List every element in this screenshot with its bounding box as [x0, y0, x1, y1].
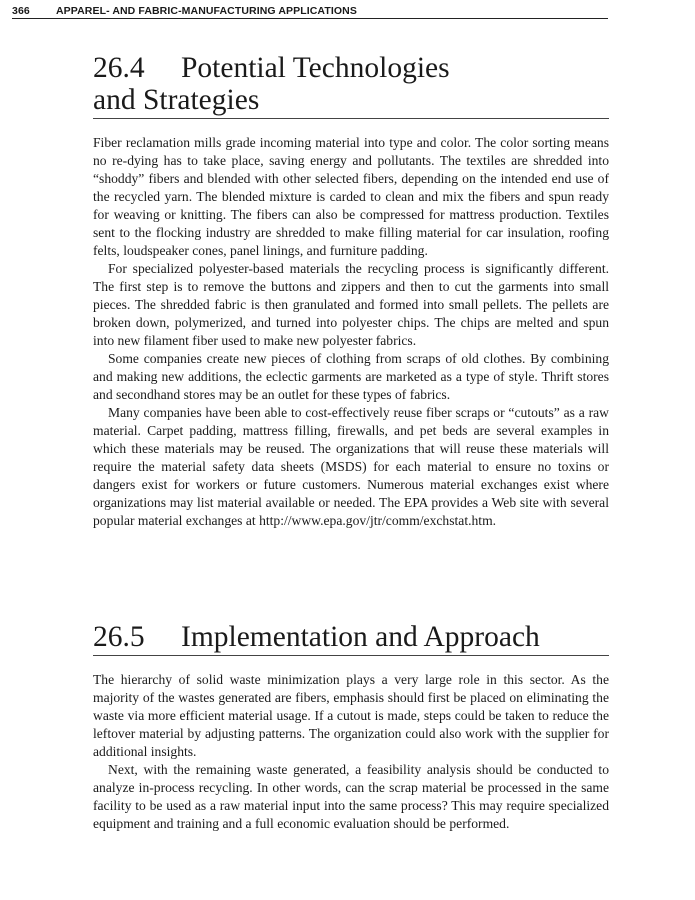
section-body — [93, 134, 609, 530]
section-body — [93, 671, 609, 833]
section-26-4 — [93, 52, 609, 530]
section-title-line1: Potential Technologies — [181, 52, 450, 84]
page-number: 366 — [12, 5, 30, 17]
section-title-line1: Implementation and Approach — [181, 621, 540, 653]
paragraph: Next, with the remaining waste generated, a feasibility analysis should be conducted to analyze in-process recycling. In other words, can the scrap material be processed in the same facility to be used as a raw material input into the same process? This may require specialized equipment and training and a full economic evaluation should be performed. — [93, 762, 609, 831]
paragraph: Some companies create new pieces of clothing from scraps of old clothes. By combining and making new additions, the eclectic garments are marketed as a type of style. Thrift stores and secondhand stores may be an outlet for these types of fabrics. — [93, 351, 609, 402]
section-number: 26.4 — [93, 52, 145, 84]
running-title: APPAREL- AND FABRIC-MANUFACTURING APPLICATIONS — [56, 5, 357, 17]
section-title — [93, 52, 609, 119]
section-title-line2: and Strategies — [93, 84, 260, 116]
section-title — [93, 621, 609, 656]
section-number: 26.5 — [93, 621, 145, 653]
paragraph: Many companies have been able to cost-effectively reuse fiber scraps or “cutouts” as a raw material. Carpet padding, mattress filling, firewalls, and pet beds are several examples in which these materials may be reused. The organizations that will reuse these materials will require the material safety data sheets (MSDS) for each material to ensure no toxins or dangers exist for workers or future customers. Numerous material exchanges exist where organizations may list material available or needed. The EPA provides a Web site with several popular material exchanges at http://www.epa.gov/jtr/comm/exchstat.htm. — [93, 405, 609, 528]
paragraph: Fiber reclamation mills grade incoming material into type and color. The color sorting means no re-dying has to take place, saving energy and pollutants. The textiles are shredded into “shoddy” fibers and blended with other selected fibers, depending on the intended end use of the recycled yarn. The blended mixture is carded to clean and mix the fibers and spun ready for weaving or knitting. The fibers can also be compressed for mattress production. Textiles sent to the flocking industry are shredded to make filling material for car insulation, roofing felts, loudspeaker cones, panel linings, and furniture padding. — [93, 135, 609, 258]
paragraph: The hierarchy of solid waste minimization plays a very large role in this sector. As the majority of the wastes generated are fibers, emphasis should first be placed on eliminating the waste via more efficient material usage. If a cutout is made, steps could be taken to reduce the leftover material by adjusting patterns. The organization could also work with the supplier for additional insights. — [93, 672, 609, 759]
paragraph: For specialized polyester-based materials the recycling process is significantly different. The first step is to remove the buttons and zippers and then to cut the garments into small pieces. The shredded fabric is then granulated and formed into small pellets. The pellets are broken down, polymerized, and turned into polyester chips. The chips are melted and spun into new filament fiber used to make new polyester fabrics. — [93, 261, 609, 348]
running-header — [12, 5, 608, 19]
section-26-5 — [93, 621, 609, 833]
